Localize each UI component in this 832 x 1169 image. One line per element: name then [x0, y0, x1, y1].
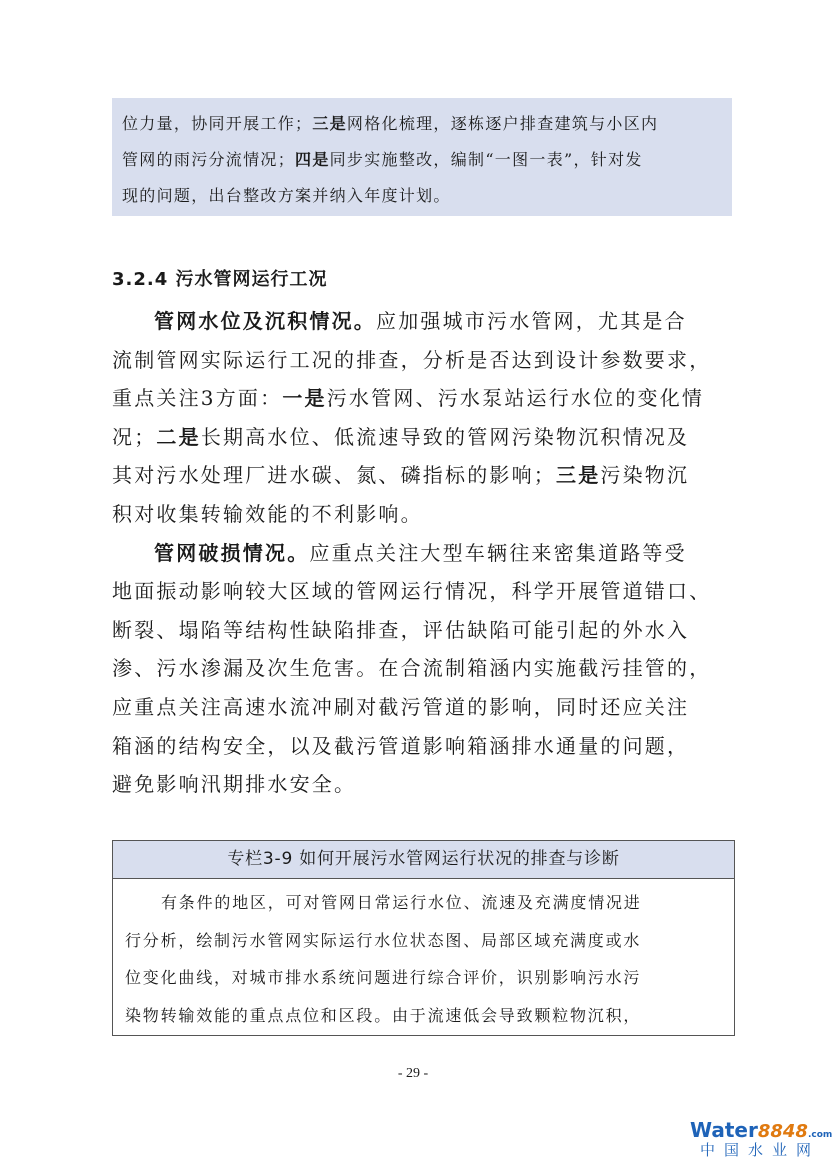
paragraph-line — [112, 688, 742, 727]
watermark-logo — [690, 1118, 832, 1164]
bold-run: 二是 — [156, 424, 201, 449]
bold-run: 三是 — [556, 463, 601, 488]
highlight-box — [112, 98, 732, 216]
watermark-number: 8848 — [757, 1121, 808, 1142]
paragraph-line — [112, 302, 742, 341]
paragraph-line — [112, 572, 742, 611]
text-run: 现的问题，出台整改方案并纳入年度计划。 — [122, 186, 451, 205]
body-text — [112, 302, 742, 804]
column-body — [113, 879, 734, 1034]
text-run: 应重点关注大型车辆往来密集道路等受 — [309, 540, 687, 565]
text-run: 污染物沉 — [600, 463, 690, 488]
text-run: 管网的雨污分流情况； — [122, 150, 296, 169]
text-run: 断裂、塌陷等结构性缺陷排查，评估缺陷可能引起的外水入 — [112, 617, 690, 642]
highlight-line — [122, 142, 718, 178]
paragraph-line — [112, 534, 742, 573]
bold-run: 三是 — [312, 114, 347, 133]
page-number: - 29 - — [397, 1066, 429, 1081]
paragraph-line — [112, 649, 742, 688]
paragraph-line — [112, 727, 742, 766]
column-line: 行分析，绘制污水管网实际运行水位状态图、局部区域充满度或水 — [125, 930, 642, 950]
text-run: 地面振动影响较大区域的管网运行情况，科学开展管道错口、 — [112, 579, 712, 604]
column-title: 专栏3-9 如何开展污水管网运行状况的排查与诊断 — [113, 841, 734, 879]
text-run: 应加强城市污水管网，尤其是合 — [376, 309, 687, 333]
paragraph-line — [112, 418, 742, 457]
bold-run: 一是 — [282, 386, 327, 411]
highlight-line — [122, 178, 718, 214]
text-run: 应重点关注高速水流冲刷对截污管道的影响，同时还应关注 — [112, 694, 690, 719]
watermark-brand-text: Water — [690, 1118, 758, 1142]
text-run: 渗、污水渗漏及次生危害。在合流制箱涵内实施截污挂管的， — [112, 656, 712, 681]
text-run: 流制管网实际运行工况的排查，分析是否达到设计参数要求， — [112, 347, 712, 372]
highlight-line — [122, 106, 718, 142]
bold-run: 管网水位及沉积情况。 — [154, 309, 376, 333]
bold-run: 管网破损情况。 — [154, 540, 310, 565]
text-run: 重点关注3方面： — [112, 386, 283, 411]
column-line: 位变化曲线，对城市排水系统问题进行综合评价，识别影响污水污 — [125, 968, 642, 987]
text-run: 同步实施整改，编制“一图一表”，针对发 — [329, 150, 643, 169]
text-run: 况； — [112, 424, 157, 449]
paragraph-line — [112, 765, 742, 804]
paragraph-line — [112, 456, 742, 495]
section-heading: 3.2.4 污水管网运行工况 — [112, 269, 328, 290]
watermark-suffix: .com — [807, 1130, 832, 1140]
text-run: 网格化梳理，逐栋逐户排查建筑与小区内 — [346, 114, 659, 133]
text-run: 积对收集转输效能的不利影响。 — [112, 501, 423, 526]
paragraph-line — [112, 341, 742, 380]
watermark-cn: 中国水业网 — [700, 1141, 821, 1159]
column-box — [112, 840, 735, 1036]
column-line: 染物转输效能的重点点位和区段。由于流速低会导致颗粒物沉积， — [125, 1005, 642, 1025]
column-line: 有条件的地区，可对管网日常运行水位、流速及充满度情况进 — [161, 893, 642, 912]
text-run: 其对污水处理厂进水碳、氮、磷指标的影响； — [112, 463, 556, 488]
text-run: 长期高水位、低流速导致的管网污染物沉积情况及 — [200, 424, 690, 449]
bold-run: 四是 — [295, 150, 330, 169]
paragraph-line — [112, 611, 742, 650]
text-run: 避免影响汛期排水安全。 — [112, 772, 357, 797]
text-run: 污水管网、污水泵站运行水位的变化情 — [326, 386, 705, 411]
paragraph-line — [112, 379, 742, 418]
text-run: 位力量，协同开展工作； — [122, 114, 313, 133]
text-run: 箱涵的结构安全，以及截污管道影响箱涵排水通量的问题， — [112, 733, 690, 758]
paragraph-line — [112, 495, 742, 534]
